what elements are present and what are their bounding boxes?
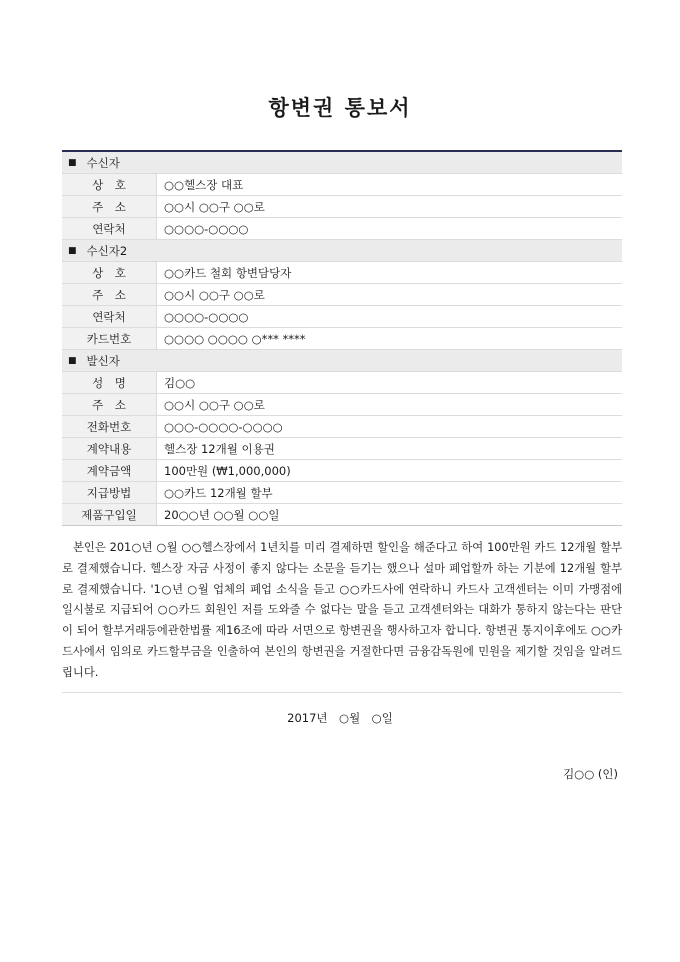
field-value: ○○시 ○○구 ○○로 bbox=[164, 287, 265, 302]
field-value: ○○○○ ○○○○ ○*** **** bbox=[164, 331, 306, 346]
field-value: 100만원 (₩1,000,000) bbox=[164, 463, 291, 478]
field-value: 20○○년 ○○월 ○○일 bbox=[164, 507, 280, 522]
field-label: 계약금액 bbox=[62, 460, 157, 481]
field-label: 성 명 bbox=[62, 372, 157, 393]
field-label: 카드번호 bbox=[62, 328, 157, 349]
field-value: 김○○ bbox=[164, 375, 196, 390]
square-bullet-icon: ■ bbox=[68, 245, 77, 256]
table-row bbox=[62, 196, 622, 218]
table-row bbox=[62, 482, 622, 504]
section-header-recipient2 bbox=[62, 240, 622, 262]
table-row bbox=[62, 174, 622, 196]
field-label: 연락처 bbox=[62, 306, 157, 327]
info-table bbox=[62, 150, 622, 526]
field-value: 헬스장 12개월 이용권 bbox=[164, 441, 275, 456]
square-bullet-icon: ■ bbox=[68, 355, 77, 366]
section-title: 수신자2 bbox=[86, 243, 128, 258]
table-row bbox=[62, 416, 622, 438]
section-title: 발신자 bbox=[86, 353, 120, 368]
field-value: ○○시 ○○구 ○○로 bbox=[164, 199, 265, 214]
section-header-sender bbox=[62, 350, 622, 372]
table-row bbox=[62, 372, 622, 394]
field-label: 상 호 bbox=[62, 262, 157, 283]
table-row bbox=[62, 328, 622, 350]
field-value: ○○○○-○○○○ bbox=[164, 309, 249, 324]
section-header-recipient bbox=[62, 152, 622, 174]
document-title: 항변권 통보서 bbox=[268, 96, 412, 120]
signature: 김○○ (인) bbox=[563, 767, 618, 781]
field-label: 전화번호 bbox=[62, 416, 157, 437]
square-bullet-icon: ■ bbox=[68, 157, 77, 168]
field-label: 상 호 bbox=[62, 174, 157, 195]
field-label: 계약내용 bbox=[62, 438, 157, 459]
field-label: 주 소 bbox=[62, 196, 157, 217]
field-label: 연락처 bbox=[62, 218, 157, 239]
field-value: ○○○○-○○○○ bbox=[164, 221, 249, 236]
divider bbox=[62, 692, 622, 693]
table-row bbox=[62, 394, 622, 416]
table-row bbox=[62, 438, 622, 460]
table-row bbox=[62, 460, 622, 482]
field-label: 지급방법 bbox=[62, 482, 157, 503]
field-value: ○○카드 12개월 할부 bbox=[164, 485, 273, 500]
field-value: ○○시 ○○구 ○○로 bbox=[164, 397, 265, 412]
field-value: ○○카드 철회 항변담당자 bbox=[164, 265, 292, 280]
table-row bbox=[62, 262, 622, 284]
field-label: 제품구입일 bbox=[62, 504, 157, 525]
field-label: 주 소 bbox=[62, 394, 157, 415]
section-title: 수신자 bbox=[86, 155, 120, 170]
table-row bbox=[62, 306, 622, 328]
table-row bbox=[62, 218, 622, 240]
field-label: 주 소 bbox=[62, 284, 157, 305]
table-row bbox=[62, 284, 622, 306]
notice-body: 본인은 201○년 ○월 ○○헬스장에서 1년치를 미리 결제하면 할인을 해준다고 하여 100만원 카드 12개월 할부로 결제했습니다. 헬스장 자금 사정이 좋지 않다는 소문을 듣기는 했으나 설마 폐업할까 하는 기분에 12개월 할부로 결제했습니다. '1○년 ○월 업체의 폐업 소식을 듣고 ○○카드사에 연락하니 카드사 고객센터는 이미 가맹점에 일시불로 지급되어 ○○카드 회원인 저를 도와줄 수 없다는 말을 듣고 고객센터와는 대화가 통하지 않는다는 판단이 되어 할부거래등에관한법률 제16조에 따라 서면으로 항변권을 행사하고자 합니다. 항변권 통지이후에도 ○○카드사에서 임의로 카드할부금을 인출하여 본인의 항변권을 거절한다면 금융감독원에 민원을 제기할 것임을 알려드립니다. bbox=[62, 541, 622, 679]
field-value: ○○○-○○○○-○○○○ bbox=[164, 419, 283, 434]
document-date: 2017년 ○월 ○일 bbox=[287, 711, 393, 725]
table-row bbox=[62, 504, 622, 525]
field-value: ○○헬스장 대표 bbox=[164, 177, 244, 192]
